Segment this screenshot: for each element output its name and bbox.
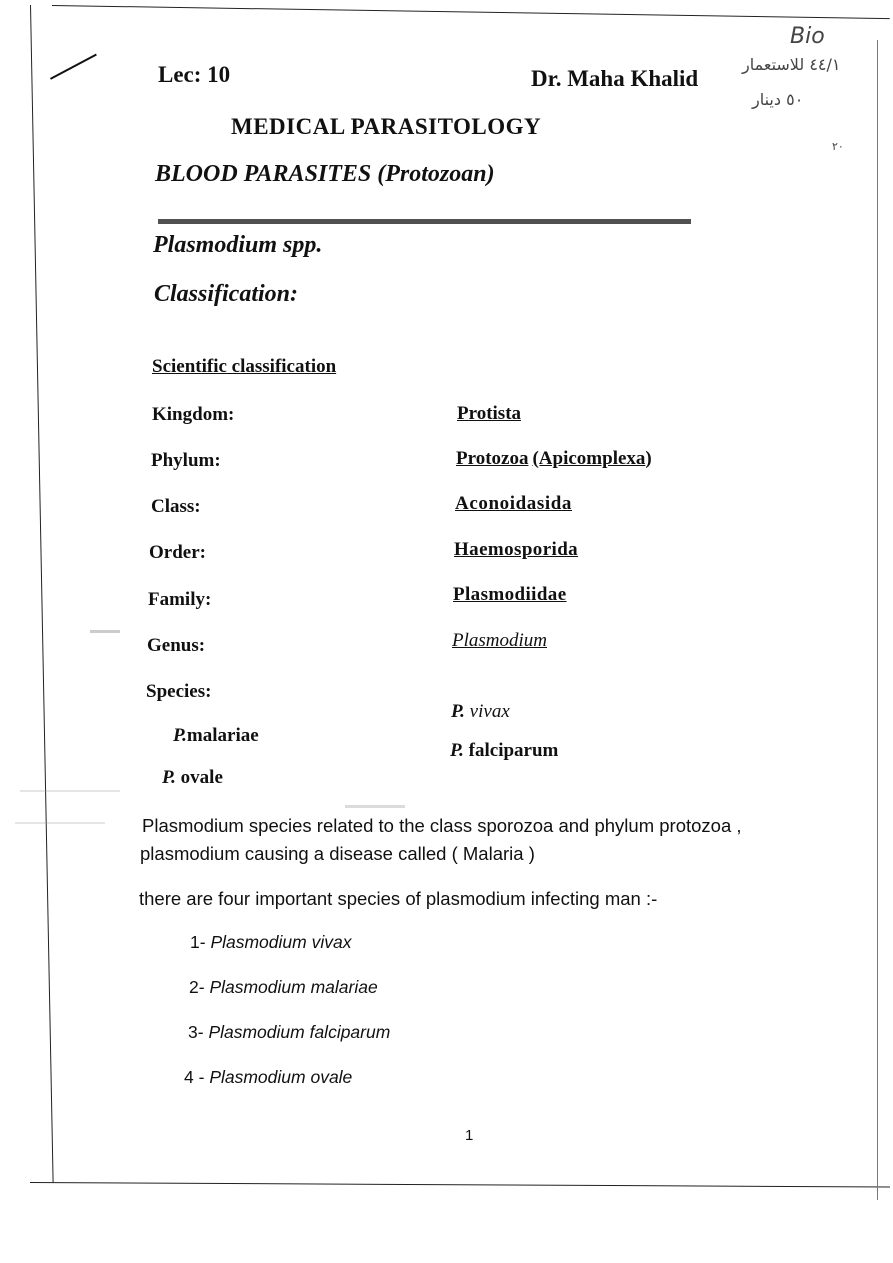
scan-artifact — [90, 630, 120, 633]
handwritten-note-1: Bio — [790, 24, 825, 49]
list-species: Plasmodium ovale — [209, 1067, 353, 1087]
list-species: Plasmodium falciparum — [208, 1022, 391, 1042]
handwritten-note-3: ٥٠ دينار — [752, 90, 804, 109]
species-abbr: P. — [173, 725, 187, 746]
species-name: vivax — [469, 701, 510, 722]
phylum-subvalue: (Apicomplexa — [532, 448, 646, 469]
phylum-close-paren: ) — [645, 448, 652, 469]
author-name: Dr. Maha Khalid — [531, 66, 699, 91]
list-number: 1- — [190, 932, 206, 952]
genus-value: Plasmodium — [452, 630, 547, 651]
paragraph-1-line-2: plasmodium causing a disease called ( Malaria ) — [140, 843, 535, 864]
list-item — [188, 1022, 390, 1043]
list-number: 3- — [188, 1022, 204, 1042]
page-border-right — [877, 40, 878, 1200]
phylum-label: Phylum: — [151, 450, 221, 471]
classification-heading: Classification: — [154, 281, 299, 307]
list-item — [189, 977, 378, 998]
phylum-value: Protozoa — [456, 448, 529, 469]
scan-artifact — [345, 805, 405, 808]
family-label: Family: — [148, 589, 212, 610]
list-number: 2- — [189, 977, 205, 997]
page-border-top — [52, 5, 890, 37]
pen-mark — [50, 54, 97, 80]
page-border-bottom — [30, 1182, 890, 1188]
list-species: Plasmodium vivax — [210, 932, 352, 952]
kingdom-label: Kingdom: — [152, 404, 235, 425]
page-border-left — [30, 5, 54, 1183]
species-label: Species: — [146, 681, 212, 702]
lecture-number: Lec: 10 — [158, 62, 231, 87]
list-number: 4 - — [184, 1067, 205, 1087]
order-value: Haemosporida — [454, 539, 579, 560]
species-name: ovale — [180, 767, 223, 788]
family-value: Plasmodiidae — [453, 584, 567, 605]
paragraph-2: there are four important species of plasmodium infecting man :- — [139, 888, 658, 909]
species-abbr: P. — [162, 767, 176, 788]
species-abbr: P. — [451, 701, 465, 722]
order-label: Order: — [149, 542, 206, 563]
genus-label: Genus: — [147, 635, 206, 656]
class-label: Class: — [151, 496, 201, 517]
topic-title: BLOOD PARASITES (Protozoan) — [155, 161, 495, 187]
species-ovale — [162, 767, 223, 789]
genus-heading: Plasmodium spp. — [153, 232, 323, 258]
scan-artifact — [20, 790, 120, 792]
species-name: falciparum — [468, 740, 559, 761]
species-falciparum — [450, 740, 558, 762]
list-species: Plasmodium malariae — [209, 977, 378, 997]
species-malariae — [173, 725, 259, 747]
course-title: MEDICAL PARASITOLOGY — [231, 114, 542, 139]
page-number: 1 — [465, 1127, 474, 1144]
scan-artifact — [15, 822, 105, 824]
class-value: Aconoidasida — [455, 493, 573, 514]
scientific-classification-heading: Scientific classification — [152, 356, 337, 377]
handwritten-note-4: ٢٠ — [832, 140, 844, 153]
list-item — [190, 932, 351, 953]
list-item — [184, 1067, 352, 1088]
title-divider — [158, 219, 691, 224]
phylum-value-group — [456, 448, 652, 470]
species-vivax — [451, 701, 510, 723]
kingdom-value: Protista — [457, 403, 522, 424]
species-name: malariae — [186, 725, 259, 746]
paragraph-1-line-1: Plasmodium species related to the class sporozoa and phylum protozoa , — [142, 815, 742, 836]
handwritten-note-2: ٤٤/١ للاستعمار — [742, 55, 841, 74]
species-abbr: P. — [450, 740, 464, 761]
